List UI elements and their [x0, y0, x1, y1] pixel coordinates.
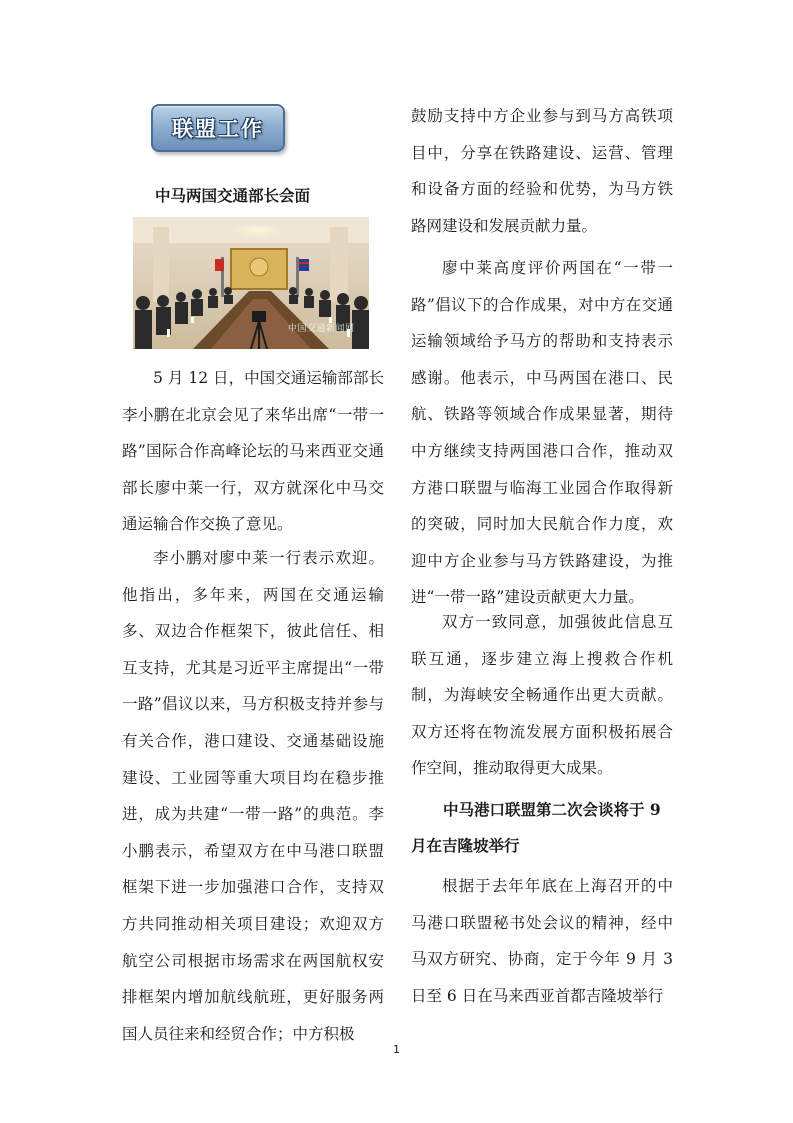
- meeting-photo: [133, 217, 369, 349]
- article-title-2-line2: 月在吉隆坡举行: [411, 836, 520, 855]
- paragraph: 根据于去年年底在上海召开的中马港口联盟秘书处会议的精神，经中马双方研究、协商，定于今年 9 月 3 日至 6 日在马来西亚首都吉隆坡举行: [411, 877, 673, 1005]
- paragraph: 鼓励支持中方企业参与到马方高铁项目中，分享在铁路建设、运营、管理和设备方面的经验和优势，为马方铁路网建设和发展贡献力量。: [411, 107, 673, 235]
- article-title-1: 中马两国交通部长会面: [155, 186, 311, 205]
- photo-watermark: 中国交通新闻网: [288, 324, 355, 334]
- section-badge-label: 联盟工作: [172, 117, 264, 141]
- article-title-2-line1: 中马港口联盟第二次会谈将于 9: [443, 800, 661, 819]
- paragraph: 李小鹏对廖中莱一行表示欢迎。他指出，多年来，两国在交通运输多、双边合作框架下，彼此信任、相互支持，尤其是习近平主席提出“一带一路”倡议以来，马方积极支持并参与有关合作，港口建设、交通基础设施建设、工业园等重大项目均在稳步推进，成为共建“一带一路”的典范。李小鹏表示，希望双方在中马港口联盟框架下进一步加强港口合作，支持双方共同推动相关项目建设；欢迎双方航空公司根据市场需求在两国航权安排框架内增加航线航班，更好服务两国人员往来和经贸合作；中方积极: [122, 549, 384, 1043]
- paragraph: 5 月 12 日，中国交通运输部部长李小鹏在北京会见了来华出席“一带一路”国际合作高峰论坛的马来西亚交通部长廖中莱一行，双方就深化中马交通运输合作交换了意见。: [122, 369, 384, 534]
- paragraph: 廖中莱高度评价两国在“一带一路”倡议下的合作成果，对中方在交通运输领域给予马方的帮助和支持表示感谢。他表示，中马两国在港口、民航、铁路等领域合作成果显著，期待中方继续支持两国港口合作，推动双方港口联盟与临海工业园合作取得新的突破，同时加大民航合作力度，欢迎中方企业参与马方铁路建设，为推进“一带一路”建设贡献更大力量。: [411, 259, 673, 607]
- paragraph: 双方一致同意，加强彼此信息互联互通，逐步建立海上搜救合作机制，为海峡安全畅通作出更大贡献。双方还将在物流发展方面积极拓展合作空间，推动取得更大成果。: [411, 613, 673, 778]
- section-badge: [151, 104, 285, 152]
- page-number: 1: [393, 1043, 400, 1056]
